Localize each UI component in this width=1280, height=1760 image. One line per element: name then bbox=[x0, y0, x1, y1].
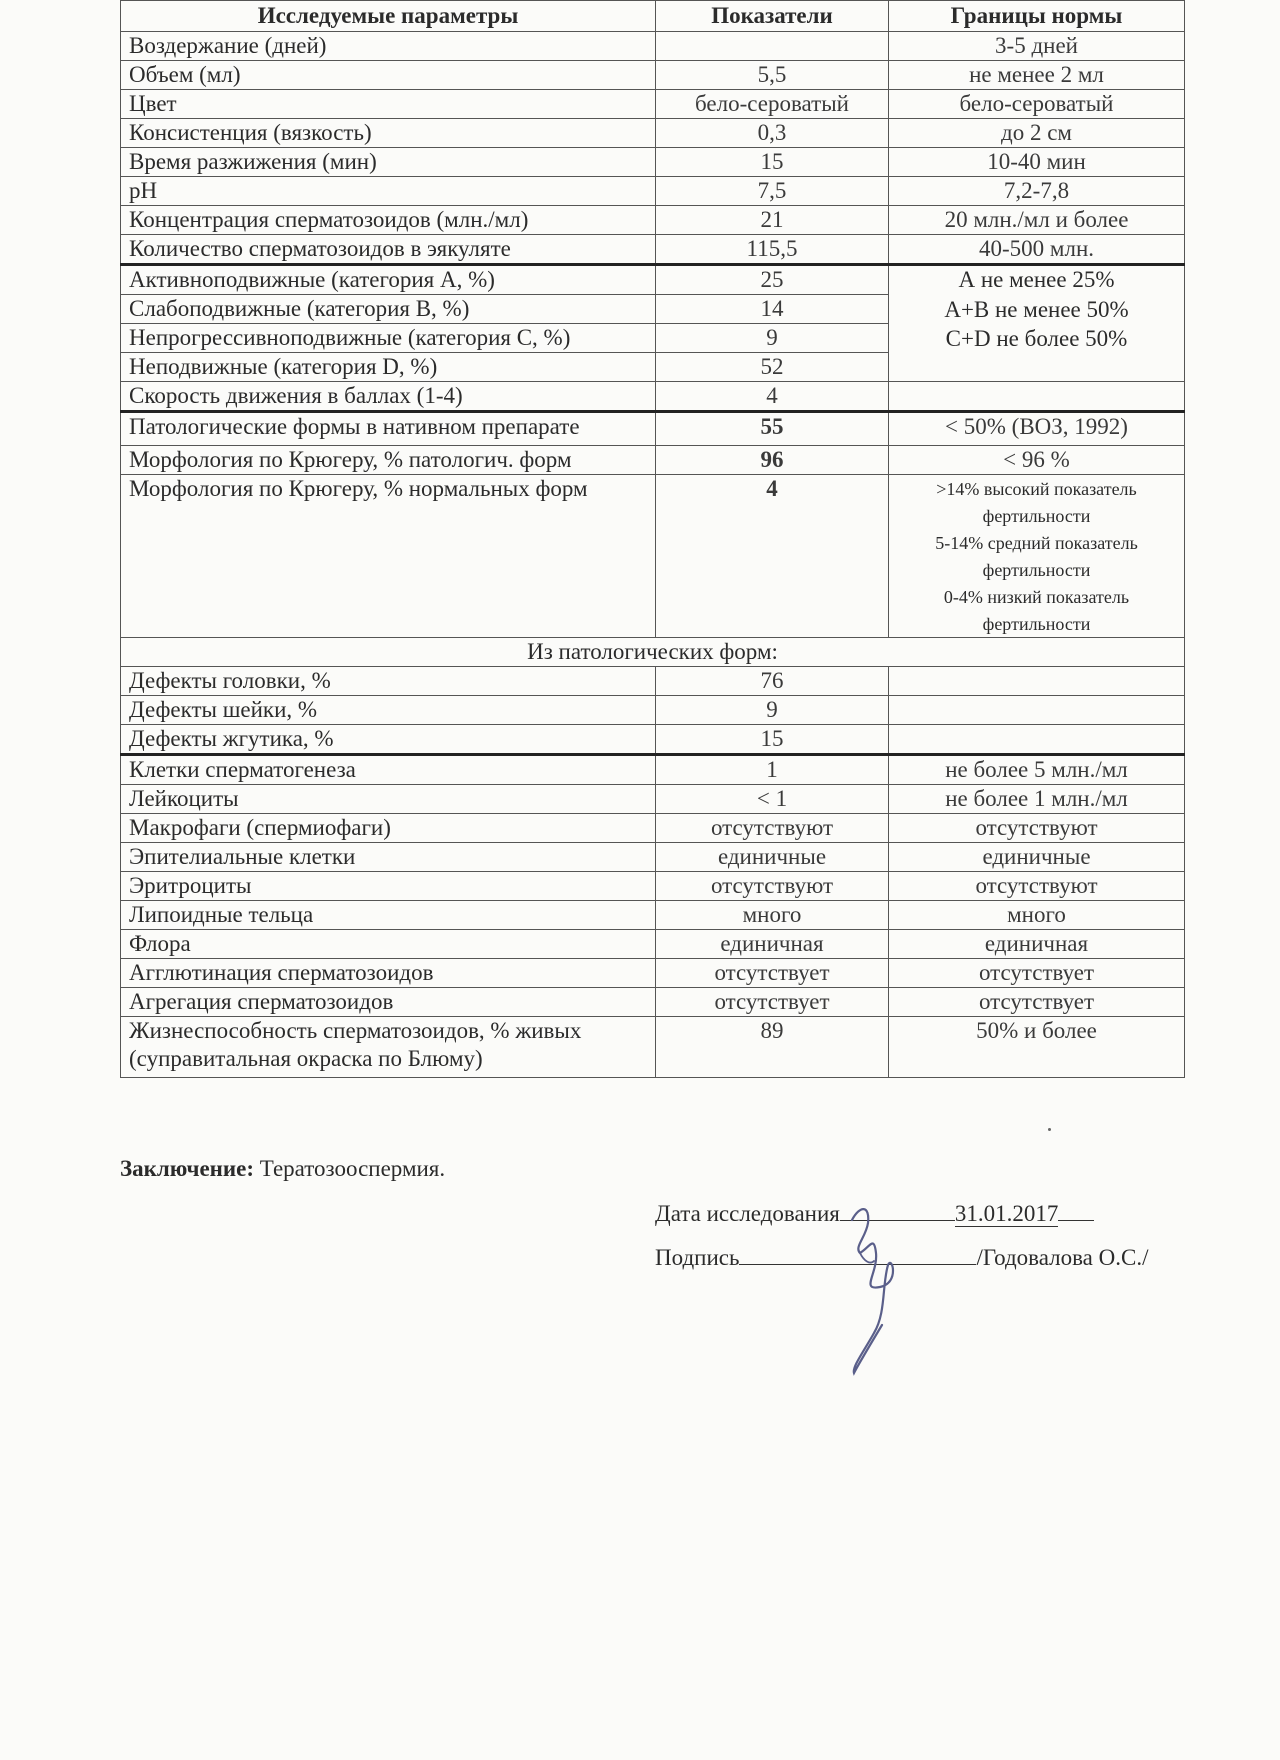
handwritten-signature bbox=[830, 1195, 940, 1385]
norm-cell: до 2 см bbox=[889, 119, 1185, 148]
motility-norm-line: А+В не менее 50% bbox=[944, 296, 1129, 322]
header-parameters: Исследуемые параметры bbox=[121, 1, 656, 32]
norm-cell: бело-сероватый bbox=[889, 90, 1185, 119]
value-cell: 9 bbox=[656, 324, 889, 353]
scan-speck bbox=[1048, 1128, 1051, 1131]
value-cell: 21 bbox=[656, 206, 889, 235]
kruger-norm-line: фертильности bbox=[982, 560, 1091, 580]
param-cell: Непрогрессивноподвижные (категория С, %) bbox=[121, 324, 656, 353]
param-cell: Цвет bbox=[121, 90, 656, 119]
value-cell: единичная bbox=[656, 930, 889, 959]
table-row bbox=[121, 696, 1185, 725]
param-cell: Дефекты жгутика, % bbox=[121, 725, 656, 755]
kruger-norm-line: 0-4% низкий показатель bbox=[943, 587, 1130, 607]
table-row bbox=[121, 901, 1185, 930]
param-cell: Агрегация сперматозоидов bbox=[121, 988, 656, 1017]
param-cell bbox=[121, 1017, 656, 1078]
table-row bbox=[121, 843, 1185, 872]
value-cell: единичные bbox=[656, 843, 889, 872]
norm-cell: 10-40 мин bbox=[889, 148, 1185, 177]
value-cell: 5,5 bbox=[656, 61, 889, 90]
param-cell: Консистенция (вязкость) bbox=[121, 119, 656, 148]
value-cell: 89 bbox=[656, 1017, 889, 1078]
norm-cell bbox=[889, 725, 1185, 755]
table-row bbox=[121, 785, 1185, 814]
param-cell: Клетки сперматогенеза bbox=[121, 755, 656, 785]
table-row bbox=[121, 32, 1185, 61]
norm-cell: 7,2-7,8 bbox=[889, 177, 1185, 206]
norm-cell: отсутствует bbox=[889, 959, 1185, 988]
norm-cell: 50% и более bbox=[889, 1017, 1185, 1078]
viability-line-1: Жизнеспособность сперматозоидов, % живых bbox=[129, 1018, 582, 1043]
param-cell: Дефекты головки, % bbox=[121, 667, 656, 696]
table-row bbox=[121, 725, 1185, 755]
norm-cell: единичные bbox=[889, 843, 1185, 872]
value-cell: 14 bbox=[656, 295, 889, 324]
table-row bbox=[121, 930, 1185, 959]
param-cell: Активноподвижные (категория А, %) bbox=[121, 265, 656, 295]
value-cell: 15 bbox=[656, 725, 889, 755]
value-cell: много bbox=[656, 901, 889, 930]
table-row bbox=[121, 382, 1185, 412]
norm-cell: отсутствует bbox=[889, 988, 1185, 1017]
table-row bbox=[121, 988, 1185, 1017]
table-row bbox=[121, 177, 1185, 206]
kruger-norm-cell bbox=[889, 475, 1185, 638]
norm-cell: 3-5 дней bbox=[889, 32, 1185, 61]
value-cell: 7,5 bbox=[656, 177, 889, 206]
value-cell: 1 bbox=[656, 755, 889, 785]
table-row bbox=[121, 1017, 1185, 1078]
kruger-norm-line: фертильности bbox=[982, 614, 1091, 634]
norm-cell: много bbox=[889, 901, 1185, 930]
table-row bbox=[121, 872, 1185, 901]
param-cell: Концентрация сперматозоидов (млн./мл) bbox=[121, 206, 656, 235]
header-values: Показатели bbox=[656, 1, 889, 32]
table-header-row bbox=[121, 1, 1185, 32]
kruger-norm-line: 5-14% средний показатель bbox=[935, 533, 1138, 553]
date-blank-tail bbox=[1058, 1196, 1094, 1221]
header-norms: Границы нормы bbox=[889, 1, 1185, 32]
param-cell: Морфология по Крюгеру, % нормальных форм bbox=[121, 475, 656, 638]
param-cell: Эпителиальные клетки bbox=[121, 843, 656, 872]
param-cell: Макрофаги (спермиофаги) bbox=[121, 814, 656, 843]
value-cell: отсутствует bbox=[656, 959, 889, 988]
param-cell: Эритроциты bbox=[121, 872, 656, 901]
semen-analysis-table bbox=[120, 0, 1185, 1078]
value-cell: 25 bbox=[656, 265, 889, 295]
value-cell: отсутствуют bbox=[656, 814, 889, 843]
norm-cell: не более 1 млн./мл bbox=[889, 785, 1185, 814]
motility-norm-line: А не менее 25% bbox=[958, 267, 1115, 292]
table-row bbox=[121, 446, 1185, 475]
param-cell: Время разжижения (мин) bbox=[121, 148, 656, 177]
norm-cell bbox=[889, 382, 1185, 412]
table-row bbox=[121, 959, 1185, 988]
motility-norm-line: С+D не более 50% bbox=[945, 326, 1128, 351]
kruger-norm-line: >14% высокий показатель bbox=[936, 479, 1137, 499]
viability-line-2: (суправитальная окраска по Блюму) bbox=[129, 1046, 483, 1071]
section-header-row bbox=[121, 638, 1185, 667]
param-cell: Воздержание (дней) bbox=[121, 32, 656, 61]
table-row bbox=[121, 61, 1185, 90]
param-cell: Неподвижные (категория D, %) bbox=[121, 353, 656, 382]
norm-cell: отсутствуют bbox=[889, 814, 1185, 843]
value-cell: бело-сероватый bbox=[656, 90, 889, 119]
value-cell bbox=[656, 32, 889, 61]
table-row bbox=[121, 667, 1185, 696]
norm-cell: < 96 % bbox=[889, 446, 1185, 475]
value-cell: отсутствует bbox=[656, 988, 889, 1017]
value-cell: 52 bbox=[656, 353, 889, 382]
table-row bbox=[121, 412, 1185, 446]
norm-cell: отсутствуют bbox=[889, 872, 1185, 901]
param-cell: Количество сперматозоидов в эякуляте bbox=[121, 235, 656, 265]
value-cell: < 1 bbox=[656, 785, 889, 814]
conclusion-text: Тератозооспермия. bbox=[254, 1156, 446, 1181]
motility-norm-cell bbox=[889, 265, 1185, 382]
param-cell: Морфология по Крюгеру, % патологич. форм bbox=[121, 446, 656, 475]
norm-cell bbox=[889, 696, 1185, 725]
value-cell: 4 bbox=[656, 475, 889, 638]
norm-cell bbox=[889, 667, 1185, 696]
value-cell: 115,5 bbox=[656, 235, 889, 265]
conclusion bbox=[120, 1156, 445, 1182]
param-cell: рН bbox=[121, 177, 656, 206]
table-row bbox=[121, 235, 1185, 265]
value-cell: 55 bbox=[656, 412, 889, 446]
date-value: 31.01.2017 bbox=[954, 1201, 1059, 1226]
param-cell: Дефекты шейки, % bbox=[121, 696, 656, 725]
value-cell: 9 bbox=[656, 696, 889, 725]
table-row bbox=[121, 475, 1185, 638]
table-row bbox=[121, 265, 1185, 295]
norm-cell: 20 млн./мл и более bbox=[889, 206, 1185, 235]
param-cell: Слабоподвижные (категория В, %) bbox=[121, 295, 656, 324]
signature-name: /Годовалова О.С./ bbox=[976, 1245, 1149, 1270]
value-cell: отсутствуют bbox=[656, 872, 889, 901]
table-row bbox=[121, 206, 1185, 235]
norm-cell: 40-500 млн. bbox=[889, 235, 1185, 265]
table-row bbox=[121, 814, 1185, 843]
param-cell: Агглютинация сперматозоидов bbox=[121, 959, 656, 988]
norm-cell: единичная bbox=[889, 930, 1185, 959]
param-cell: Скорость движения в баллах (1-4) bbox=[121, 382, 656, 412]
section-title: Из патологических форм: bbox=[121, 638, 1185, 667]
norm-cell: не менее 2 мл bbox=[889, 61, 1185, 90]
value-cell: 0,3 bbox=[656, 119, 889, 148]
table-row bbox=[121, 119, 1185, 148]
signature-label: Подпись bbox=[655, 1245, 740, 1270]
norm-cell: не более 5 млн./мл bbox=[889, 755, 1185, 785]
table-row bbox=[121, 755, 1185, 785]
param-cell: Лейкоциты bbox=[121, 785, 656, 814]
param-cell: Патологические формы в нативном препарате bbox=[121, 412, 656, 446]
conclusion-label: Заключение: bbox=[120, 1156, 255, 1181]
date-label: Дата исследования bbox=[655, 1201, 840, 1226]
value-cell: 76 bbox=[656, 667, 889, 696]
value-cell: 96 bbox=[656, 446, 889, 475]
kruger-norm-line: фертильности bbox=[982, 506, 1091, 526]
param-cell: Флора bbox=[121, 930, 656, 959]
table-row bbox=[121, 148, 1185, 177]
param-cell: Объем (мл) bbox=[121, 61, 656, 90]
value-cell: 4 bbox=[656, 382, 889, 412]
norm-cell: < 50% (ВОЗ, 1992) bbox=[889, 412, 1185, 446]
param-cell: Липоидные тельца bbox=[121, 901, 656, 930]
value-cell: 15 bbox=[656, 148, 889, 177]
table-row bbox=[121, 90, 1185, 119]
